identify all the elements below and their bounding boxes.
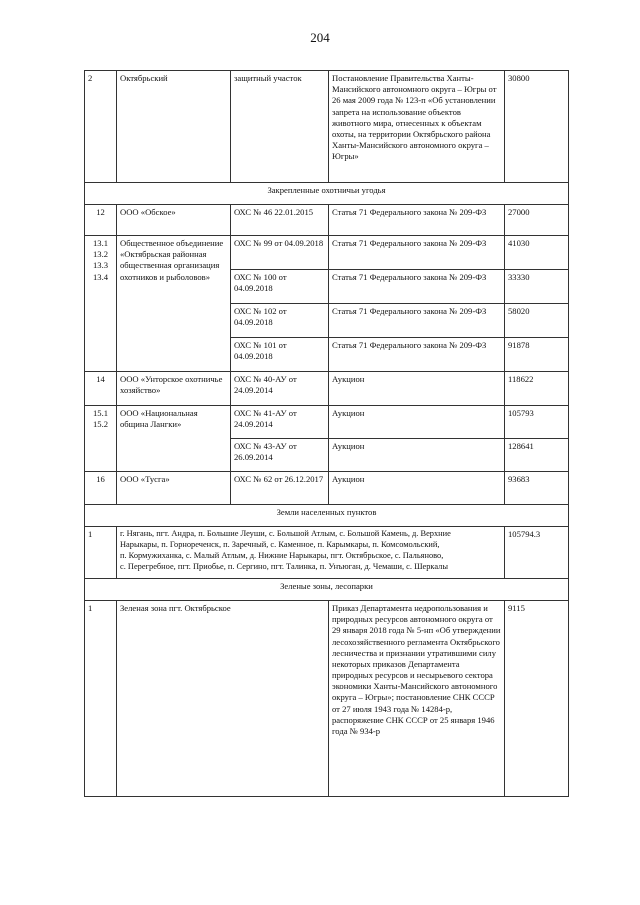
- table-row: [85, 406, 569, 439]
- area-value: 128641: [505, 439, 569, 472]
- settlements-line: п. Кормужиханка, с. Малый Атлым, д. Нижние Нарыкары, пгт. Октябрьское, с. Пальяново,: [120, 550, 444, 560]
- settlements-line: Нарыкары, п. Горнореченск, п. Заречный, с. Каменное, п. Карымкары, п. Комсомольский,: [120, 539, 440, 549]
- section-header-row: [85, 579, 569, 601]
- settlements-line: г. Нягань, пгт. Андра, п. Большие Леуши, с. Большой Атлым, с. Большой Камень, д. Верхние: [120, 529, 451, 538]
- ohs-number: ОХС № 100 от 04.09.2018: [231, 270, 329, 304]
- basis-document: Аукцион: [329, 439, 505, 472]
- table-row: [85, 527, 569, 579]
- table-row: [85, 372, 569, 406]
- row-number: 13.1: [92, 238, 109, 248]
- section-title: Земли населенных пунктов: [85, 505, 569, 527]
- area-value: 33330: [505, 270, 569, 304]
- area-value: 91878: [505, 338, 569, 372]
- row-number: 2: [85, 71, 117, 183]
- area-value: 9115: [505, 601, 569, 797]
- ohs-number: ОХС № 99 от 04.09.2018: [231, 236, 329, 270]
- section-header-row: [85, 505, 569, 527]
- table-row: [85, 236, 569, 270]
- area-value: 30800: [505, 71, 569, 183]
- ground-type: защитный участок: [231, 71, 329, 183]
- page-number: 204: [310, 30, 330, 45]
- ohs-number: ОХС № 46 22.01.2015: [231, 205, 329, 236]
- area-value: 41030: [505, 236, 569, 270]
- hunting-grounds-table: [84, 70, 569, 797]
- section-title: Зеленые зоны, лесопарки: [85, 579, 569, 601]
- table-row: [85, 601, 569, 797]
- section-title: Закрепленные охотничьи угодья: [85, 183, 569, 205]
- basis-document: Статья 71 Федерального закона № 209-ФЗ: [329, 205, 505, 236]
- row-number: 13.3: [92, 260, 109, 271]
- basis-document: Статья 71 Федерального закона № 209-ФЗ: [329, 338, 505, 372]
- area-value: 105794.3: [505, 527, 569, 579]
- ground-name: ООО «Тусга»: [117, 472, 231, 505]
- row-number: 16: [85, 472, 117, 505]
- basis-document: Статья 71 Федерального закона № 209-ФЗ: [329, 236, 505, 270]
- settlements-line: с. Перегребное, пгт. Приобье, п. Сергино, пгт. Талинка, п. Унъюган, д. Чемаши, с. Шеркалы: [120, 561, 448, 571]
- basis-document: Аукцион: [329, 372, 505, 406]
- basis-document: Аукцион: [329, 406, 505, 439]
- area-value: 93683: [505, 472, 569, 505]
- row-number: 14: [85, 372, 117, 406]
- ground-name: Зеленая зона пгт. Октябрьское: [117, 601, 329, 797]
- row-number: 15.1: [92, 408, 109, 418]
- basis-document: Постановление Правительства Ханты-Мансийского автономного округа – Югры от 26 мая 2009 года № 123-п «Об установлении запрета на использование объектов животного мира, отнесенных к объектам охоты, на территории Октябрьского района Ханты-Мансийского автономного округа – Югры»: [329, 71, 505, 183]
- area-value: 105793: [505, 406, 569, 439]
- row-number: 13.4: [92, 271, 109, 282]
- settlements-list: [117, 527, 505, 579]
- ohs-number: ОХС № 43-АУ от 26.09.2014: [231, 439, 329, 472]
- row-number: 1: [85, 527, 117, 579]
- area-value: 118622: [505, 372, 569, 406]
- ohs-number: ОХС № 102 от 04.09.2018: [231, 304, 329, 338]
- ohs-number: ОХС № 40-АУ от 24.09.2014: [231, 372, 329, 406]
- row-numbers: [85, 406, 117, 472]
- basis-document: Аукцион: [329, 472, 505, 505]
- ground-name: Общественное объединение «Октябрьская районная общественная организация охотников и рыболовов»: [117, 236, 231, 372]
- area-value: 27000: [505, 205, 569, 236]
- ground-name: ООО «Национальная община Лангки»: [117, 406, 231, 472]
- table-row: [85, 472, 569, 505]
- row-number: 13.2: [92, 249, 109, 260]
- basis-document: Статья 71 Федерального закона № 209-ФЗ: [329, 270, 505, 304]
- ground-name: ООО «Унторское охотничье хозяйство»: [117, 372, 231, 406]
- ground-name: Октябрьский: [117, 71, 231, 183]
- basis-document: Статья 71 Федерального закона № 209-ФЗ: [329, 304, 505, 338]
- row-number: 12: [85, 205, 117, 236]
- section-header-row: [85, 183, 569, 205]
- ground-name: ООО «Обское»: [117, 205, 231, 236]
- table-row: [85, 205, 569, 236]
- ohs-number: ОХС № 62 от 26.12.2017: [231, 472, 329, 505]
- row-numbers: [85, 236, 117, 372]
- row-number: 1: [85, 601, 117, 797]
- ohs-number: ОХС № 101 от 04.09.2018: [231, 338, 329, 372]
- area-value: 58020: [505, 304, 569, 338]
- basis-document: Приказ Департамента недропользования и природных ресурсов автономного округа от 29 января 2018 года № 5-нп «Об утверждении лесохозяйственного регламента Октябрьского лесничества и признании утратившими силу некоторых приказов Департамента природных ресурсов и несырьевого сектора экономики Ханты-Мансийского автономного округа – Югры»; постановление СНК СССР от 27 июля 1943 года № 14284-р, распоряжение СНК СССР от 25 января 1946 года № 934-р: [329, 601, 505, 797]
- row-number: 15.2: [92, 419, 109, 430]
- table-row: [85, 71, 569, 183]
- ohs-number: ОХС № 41-АУ от 24.09.2014: [231, 406, 329, 439]
